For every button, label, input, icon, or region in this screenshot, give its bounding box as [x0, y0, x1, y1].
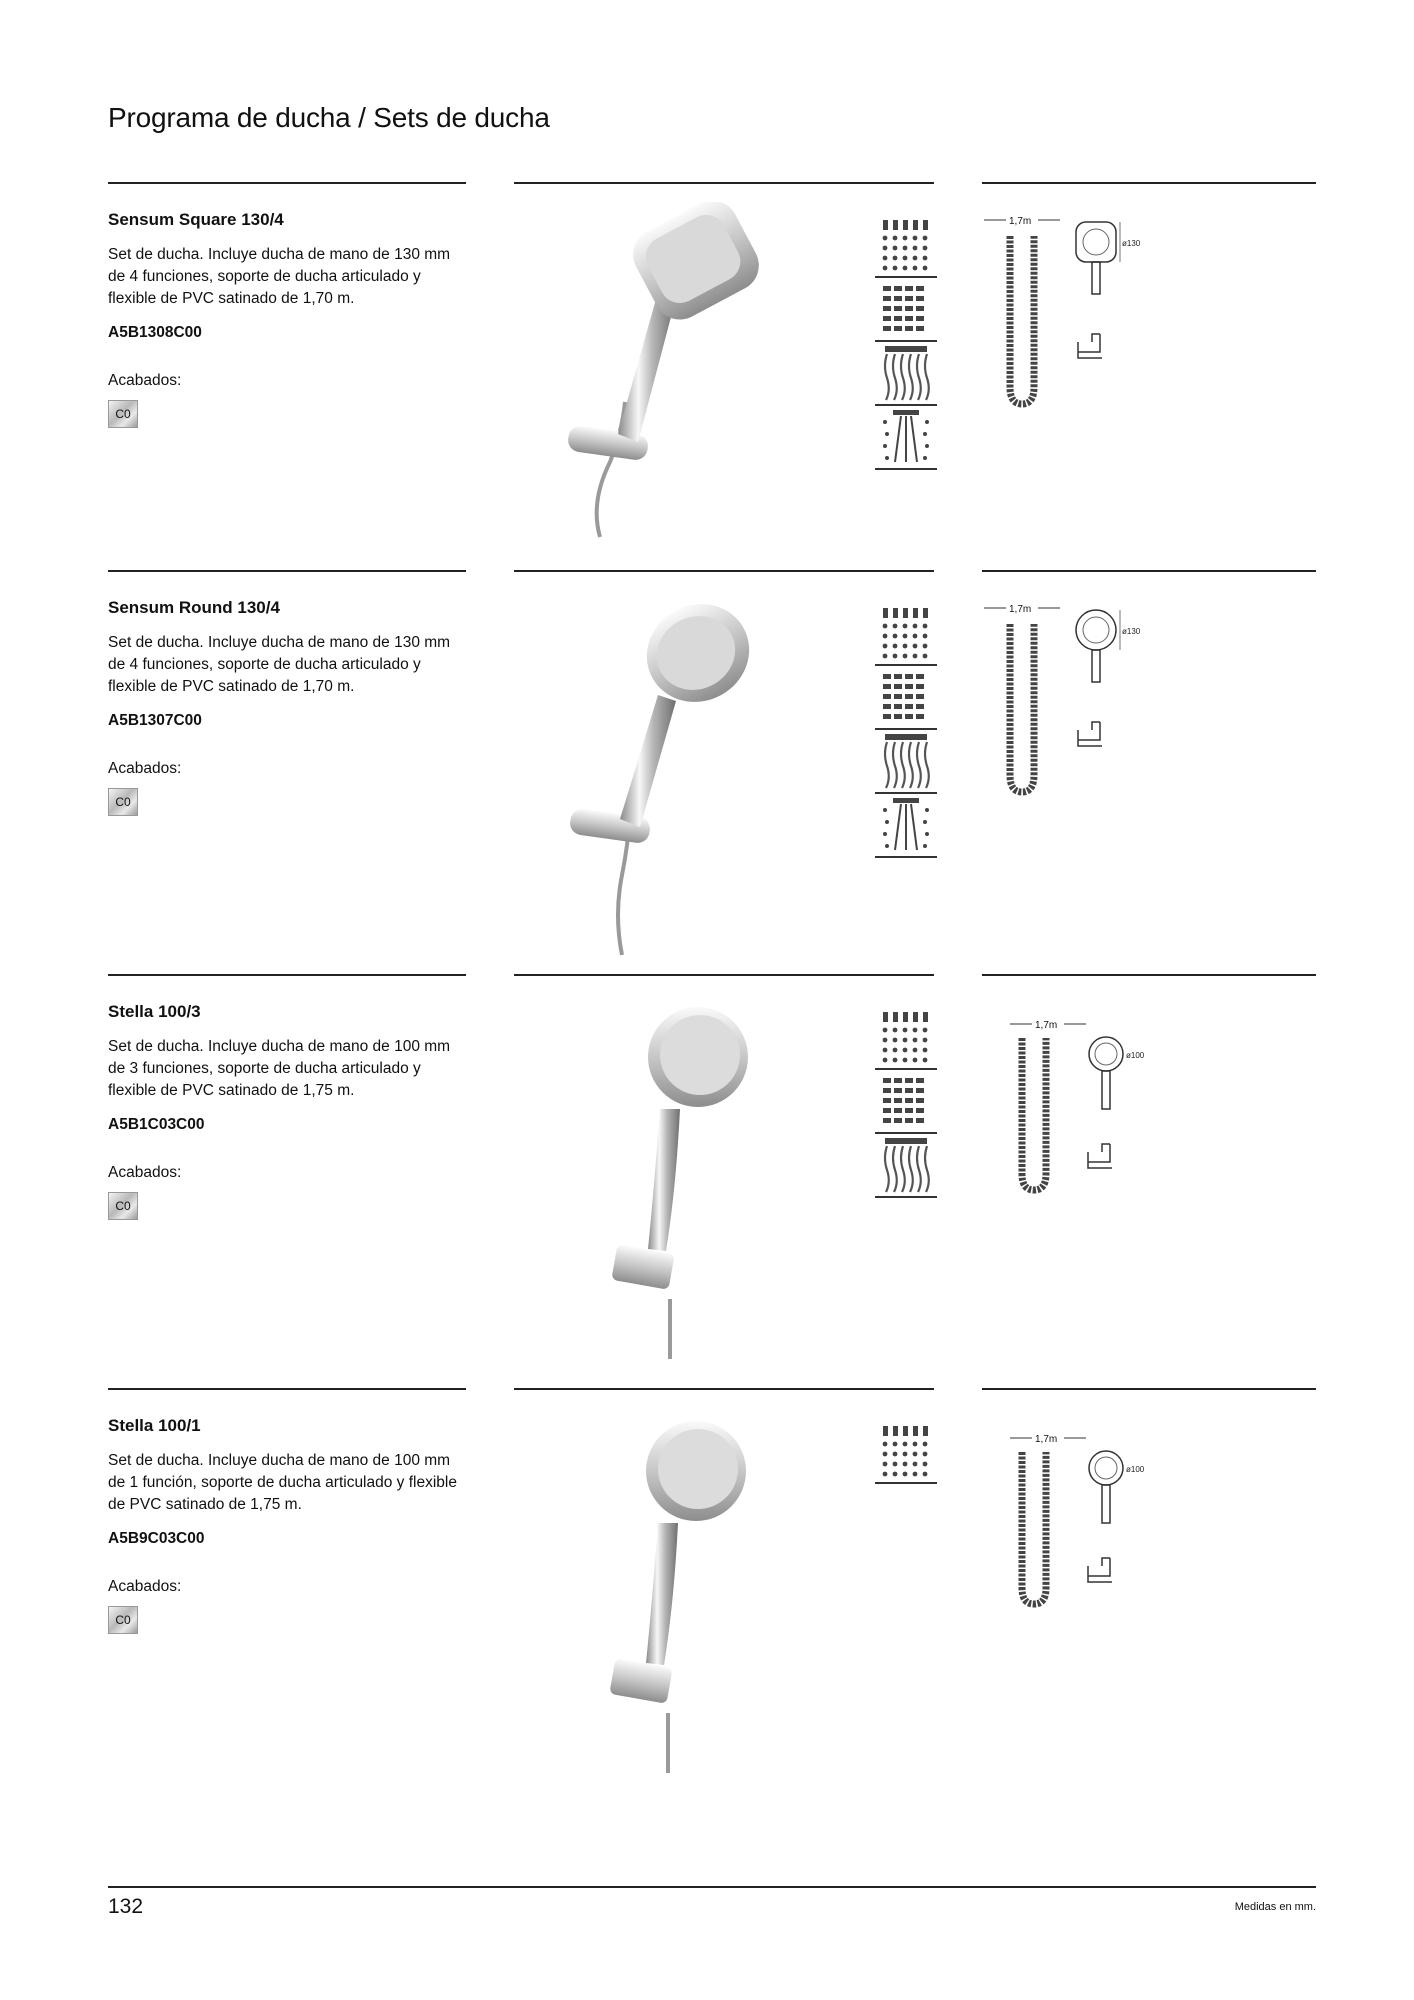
product-name: Stella 100/3 [108, 1002, 201, 1021]
product-code: A5B1C03C00 [108, 1116, 205, 1133]
product-section [0, 974, 1414, 1364]
product-code: A5B1307C00 [108, 712, 202, 729]
technical-drawing [1000, 1418, 1240, 1638]
product-info [108, 1002, 468, 1220]
divider [108, 182, 466, 184]
finishes-label: Acabados: [108, 1578, 182, 1595]
diameter-label: ø100 [1126, 1051, 1145, 1060]
product-code: A5B9C03C00 [108, 1530, 205, 1547]
technical-drawing [982, 212, 1222, 432]
hose-length-label: 1,7m [1035, 1020, 1058, 1031]
product-name: Sensum Round 130/4 [108, 598, 280, 617]
product-section [0, 1388, 1414, 1778]
mixed-spray-icon [875, 794, 937, 858]
shower-set-photo [530, 994, 830, 1364]
rain-spray-icon [875, 214, 937, 278]
cascade-spray-icon [875, 342, 937, 406]
shower-set-photo [530, 590, 830, 960]
finish-swatch-chrome: C0 [108, 1192, 138, 1220]
product-description: Set de ducha. Incluye ducha de mano de 130 mm de 4 funciones, soporte de ducha articulado y flexible de PVC satinado de 1,70 m. [108, 246, 451, 307]
product-info [108, 1416, 468, 1634]
divider [514, 182, 934, 184]
finish-swatch-chrome: C0 [108, 788, 138, 816]
divider [982, 570, 1316, 572]
product-info [108, 210, 468, 428]
page-title: Programa de ducha / Sets de ducha [108, 102, 550, 133]
diameter-label: ø100 [1126, 1465, 1145, 1474]
divider [108, 570, 466, 572]
diameter-label: ø130 [1122, 627, 1141, 636]
divider [982, 974, 1316, 976]
spray-functions [875, 214, 937, 470]
hose-length-label: 1,7m [1009, 604, 1032, 615]
spray-functions [875, 602, 937, 858]
massage-spray-icon [875, 278, 937, 342]
massage-spray-icon [875, 1070, 937, 1134]
finish-swatch-chrome: C0 [108, 400, 138, 428]
product-name: Sensum Square 130/4 [108, 210, 284, 229]
hose-length-label: 1,7m [1035, 1434, 1058, 1445]
product-description: Set de ducha. Incluye ducha de mano de 100 mm de 1 función, soporte de ducha articulado y flexible de PVC satinado de 1,75 m. [108, 1452, 457, 1513]
spray-functions [875, 1006, 937, 1198]
product-description: Set de ducha. Incluye ducha de mano de 100 mm de 3 funciones, soporte de ducha articulado y flexible de PVC satinado de 1,75 m. [108, 1038, 451, 1099]
divider [514, 570, 934, 572]
hose-length-label: 1,7m [1009, 216, 1032, 227]
divider [982, 1388, 1316, 1390]
product-name: Stella 100/1 [108, 1416, 201, 1435]
divider [982, 182, 1316, 184]
shower-set-photo [530, 1408, 830, 1778]
finishes-label: Acabados: [108, 760, 182, 777]
divider [108, 974, 466, 976]
product-section [0, 182, 1414, 552]
product-section [0, 570, 1414, 950]
divider [514, 1388, 934, 1390]
rain-spray-icon [875, 602, 937, 666]
shower-set-photo [530, 202, 830, 562]
rain-spray-icon [875, 1420, 937, 1484]
finish-swatch-chrome: C0 [108, 1606, 138, 1634]
product-description: Set de ducha. Incluye ducha de mano de 130 mm de 4 funciones, soporte de ducha articulado y flexible de PVC satinado de 1,70 m. [108, 634, 451, 695]
finishes-label: Acabados: [108, 1164, 182, 1181]
rain-spray-icon [875, 1006, 937, 1070]
divider [108, 1388, 466, 1390]
cascade-spray-icon [875, 1134, 937, 1198]
diameter-label: ø130 [1122, 239, 1141, 248]
product-code: A5B1308C00 [108, 324, 202, 341]
product-info [108, 598, 468, 816]
cascade-spray-icon [875, 730, 937, 794]
mixed-spray-icon [875, 406, 937, 470]
technical-drawing [982, 600, 1222, 820]
divider [514, 974, 934, 976]
technical-drawing [1000, 1004, 1240, 1224]
finishes-label: Acabados: [108, 372, 182, 389]
massage-spray-icon [875, 666, 937, 730]
page-number: 132 [108, 1895, 144, 1918]
measurements-note: Medidas en mm. [1234, 1901, 1316, 1913]
footer-divider [108, 1886, 1316, 1888]
spray-functions [875, 1420, 937, 1484]
